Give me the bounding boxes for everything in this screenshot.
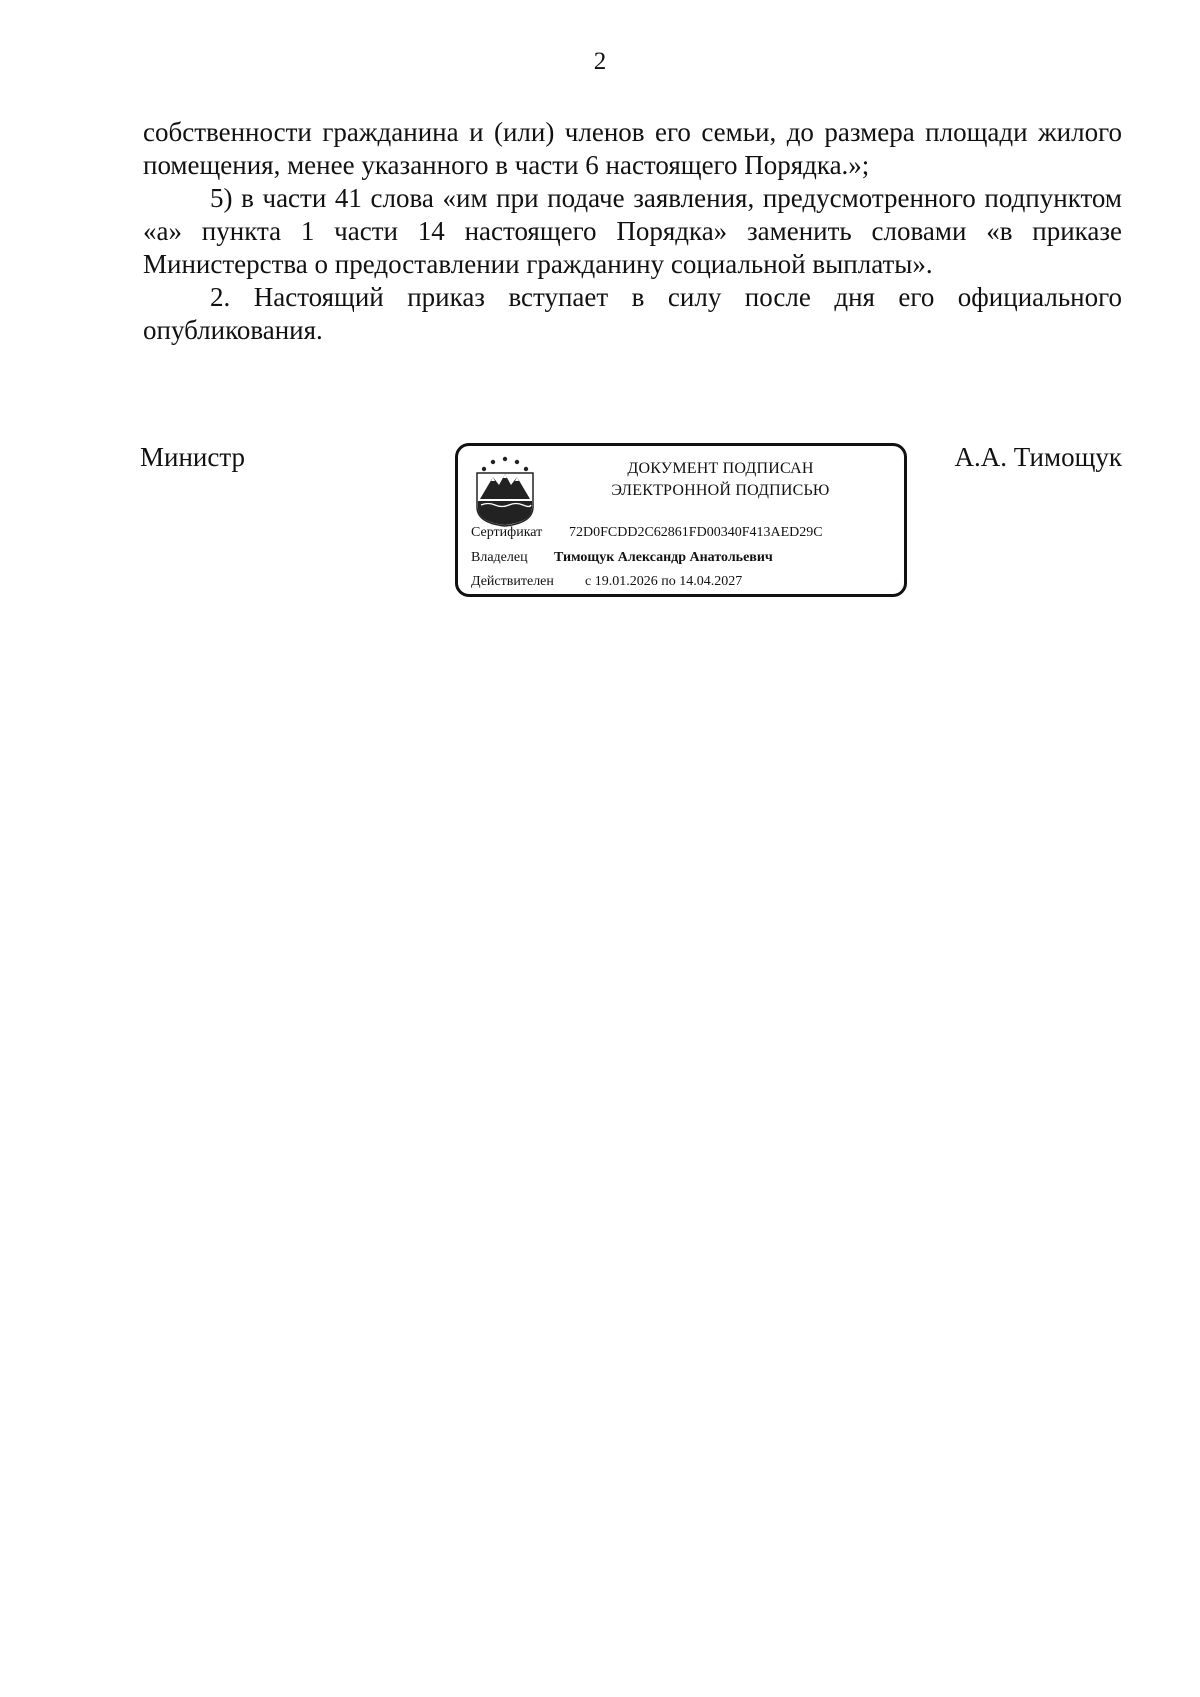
signer-title: Министр bbox=[140, 442, 245, 472]
paragraph-item-5: 5) в части 41 слова «им при подаче заявления, предусмотренного подпунктом «а» пункта 1 части 14 настоящего Порядка» заменить словами «в приказе Министерства о предоставлении гражданину социальной выплаты». bbox=[143, 183, 1122, 279]
stamp-certificate-row bbox=[471, 525, 823, 541]
validity-value: с 19.01.2026 по 14.04.2027 bbox=[585, 574, 743, 589]
validity-label: Действителен bbox=[471, 574, 554, 589]
stamp-heading bbox=[548, 458, 893, 502]
certificate-value: 72D0FCDD2C62861FD00340F413AED29C bbox=[569, 525, 823, 540]
signer-name: А.А. Тимощук bbox=[954, 442, 1122, 472]
stamp-validity-row bbox=[471, 574, 742, 590]
coat-of-arms-icon bbox=[471, 455, 539, 527]
owner-label: Владелец bbox=[471, 550, 528, 565]
paragraph-effective-date: 2. Настоящий приказ вступает в силу после дня его официального опубликования. bbox=[143, 282, 1122, 345]
page-number: 2 bbox=[593, 48, 607, 75]
stamp-heading-line-2: ЭЛЕКТРОННОЙ ПОДПИСЬЮ bbox=[611, 482, 830, 499]
electronic-signature-stamp bbox=[455, 443, 907, 597]
stamp-heading-line-1: ДОКУМЕНТ ПОДПИСАН bbox=[627, 460, 814, 477]
stamp-owner-row bbox=[471, 550, 773, 566]
paragraph-continuation: собственности гражданина и (или) членов его семьи, до размера площади жилого помещения, менее указанного в части 6 настоящего Порядка.»; bbox=[143, 117, 1122, 180]
certificate-label: Сертификат bbox=[471, 525, 543, 540]
owner-value: Тимощук Александр Анатольевич bbox=[554, 550, 773, 565]
document-body bbox=[143, 116, 1122, 347]
